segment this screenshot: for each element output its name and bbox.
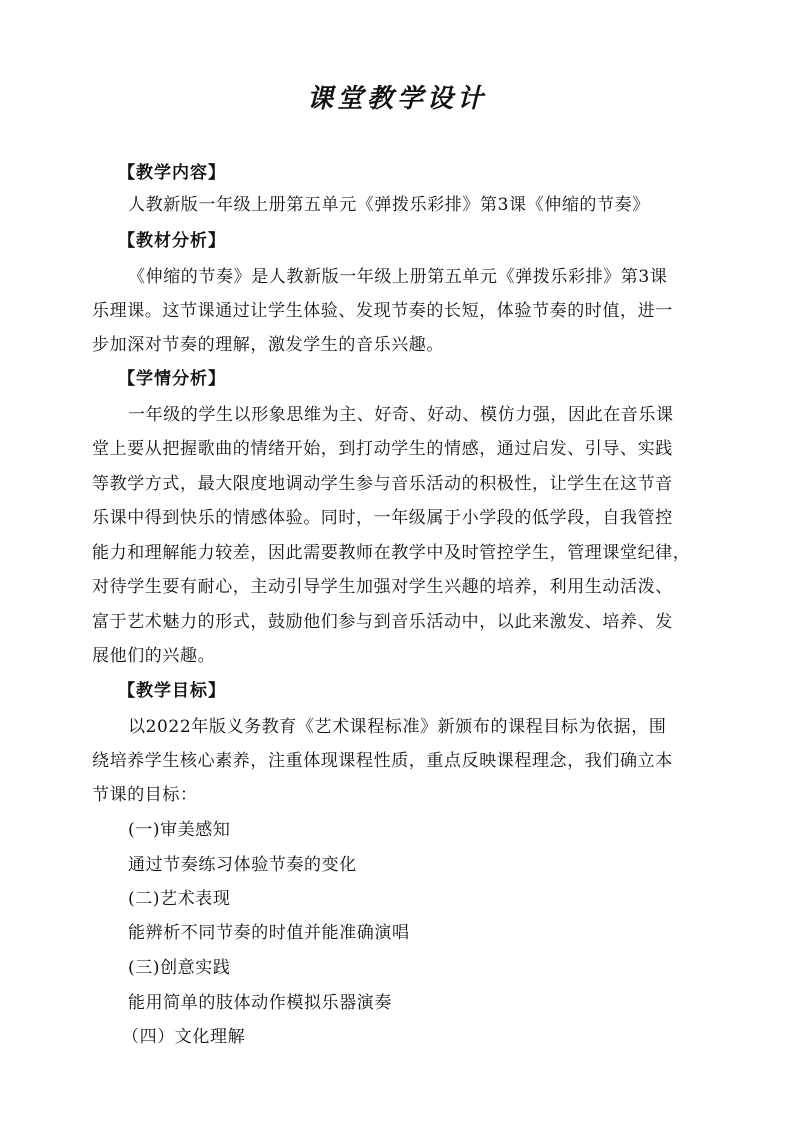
section-heading-students: 【学情分析】: [118, 369, 226, 389]
goal-item-label: (三)创意实践: [128, 958, 231, 978]
students-line: 乐课中得到快乐的情感体验。同时，一年级属于小学段的低学段，自我管控: [92, 508, 673, 528]
students-line: 等教学方式，最大限度地调动学生参与音乐活动的积极性，让学生在这节音: [92, 474, 673, 494]
students-line: 展他们的兴趣。: [92, 646, 216, 666]
students-line: 堂上要从把握歌曲的情绪开始，到打动学生的情感，通过启发、引导、实践: [92, 439, 673, 459]
students-line: 一年级的学生以形象思维为主、好奇、好动、模仿力强，因此在音乐课: [128, 405, 674, 425]
goal-item-text: 能用简单的肢体动作模拟乐器演奏: [128, 993, 392, 1013]
content-line: 人教新版一年级上册第五单元《弹拨乐彩排》第3课《伸缩的节奏》: [128, 195, 650, 215]
material-line: 乐理课。这节课通过让学生体验、发现节奏的长短，体验节奏的时值，进一: [92, 301, 673, 321]
goal-item-text: 通过节奏练习体验节奏的变化: [128, 855, 357, 875]
section-heading-material: 【教材分析】: [118, 231, 226, 251]
goals-line: 绕培养学生核心素养，注重体现课程性质，重点反映课程理念，我们确立本: [92, 751, 673, 771]
section-heading-goals: 【教学目标】: [118, 681, 226, 701]
goals-line: 以2022年版义务教育《艺术课程标准》新颁布的课程目标为依据，围: [128, 717, 667, 737]
students-line: 富于艺术魅力的形式，鼓励他们参与到音乐活动中，以此来激发、培养、发: [92, 612, 673, 632]
goals-line: 节课的目标：: [92, 785, 198, 805]
goal-item-label: （四）文化理解: [122, 1027, 246, 1047]
goal-item-text: 能辨析不同节奏的时值并能准确演唱: [128, 923, 410, 943]
material-line: 步加深对节奏的理解，激发学生的音乐兴趣。: [92, 335, 444, 355]
goal-item-label: (一)审美感知: [128, 820, 231, 840]
material-line: 《伸缩的节奏》是人教新版一年级上册第五单元《弹拨乐彩排》第3课: [128, 267, 668, 287]
section-heading-content: 【教学内容】: [118, 163, 226, 183]
students-line: 能力和理解能力较差，因此需要教师在教学中及时管控学生，管理课堂纪律，: [92, 543, 691, 563]
students-line: 对待学生要有耐心，主动引导学生加强对学生兴趣的培养，利用生动活泼、: [92, 577, 673, 597]
page-title: 课堂教学设计: [306, 84, 487, 114]
goal-item-label: (二)艺术表现: [128, 889, 231, 909]
